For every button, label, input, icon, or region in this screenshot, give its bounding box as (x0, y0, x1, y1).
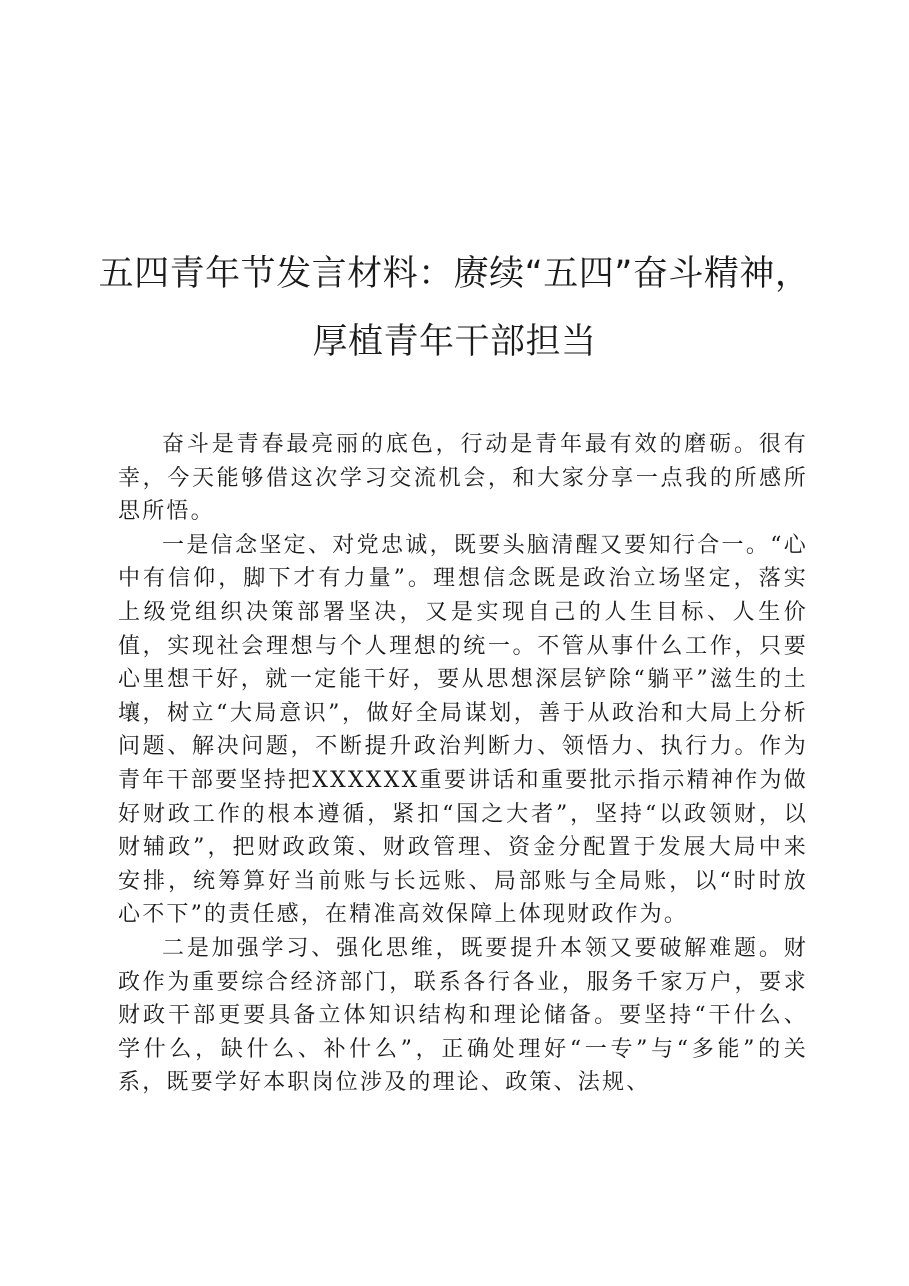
paragraph-intro: 奋斗是青春最亮丽的底色，行动是青年最有效的磨砺。很有幸，今天能够借这次学习交流机会，和大家分享一点我的所感所思所悟。 (118, 432, 808, 525)
paragraph-point-two: 二是加强学习、强化思维，既要提升本领又要破解难题。财政作为重要综合经济部门，联系各行各业，服务千家万户，要求财政干部更要具备立体知识结构和理论储备。要坚持“干什么、学什么，缺什么、补什么”，正确处理好“一专”与“多能”的关系，既要学好本职岗位涉及的理论、政策、法规、 (118, 935, 808, 1096)
document-title-line-2: 厚植青年干部担当 (312, 322, 597, 362)
document-body (118, 428, 808, 1100)
document-title-line-1: 五四青年节发言材料：赓续“五四”奋斗精神， (98, 254, 811, 294)
paragraph-point-one: 一是信念坚定、对党忠诚，既要头脑清醒又要知行合一。“心中有信仰，脚下才有力量”。理想信念既是政治立场坚定，落实上级党组织决策部署坚决，又是实现自己的人生目标、人生价值，实现社会理想与个人理想的统一。不管从事什么工作，只要心里想干好，就一定能干好，要从思想深层铲除“躺平”滋生的土壤，树立“大局意识”，做好全局谋划，善于从政治和大局上分析问题、解决问题，不断提升政治判断力、领悟力、执行力。作为青年干部要坚持把XXXXXX重要讲话和重要批示指示精神作为做好财政工作的根本遵循，紧扣“国之大者”，坚持“以政领财，以财辅政”，把财政政策、财政管理、资金分配置于发展大局中来安排，统筹算好当前账与长远账、局部账与全局账，以“时时放心不下”的责任感，在精准高效保障上体现财政作为。 (118, 532, 808, 928)
